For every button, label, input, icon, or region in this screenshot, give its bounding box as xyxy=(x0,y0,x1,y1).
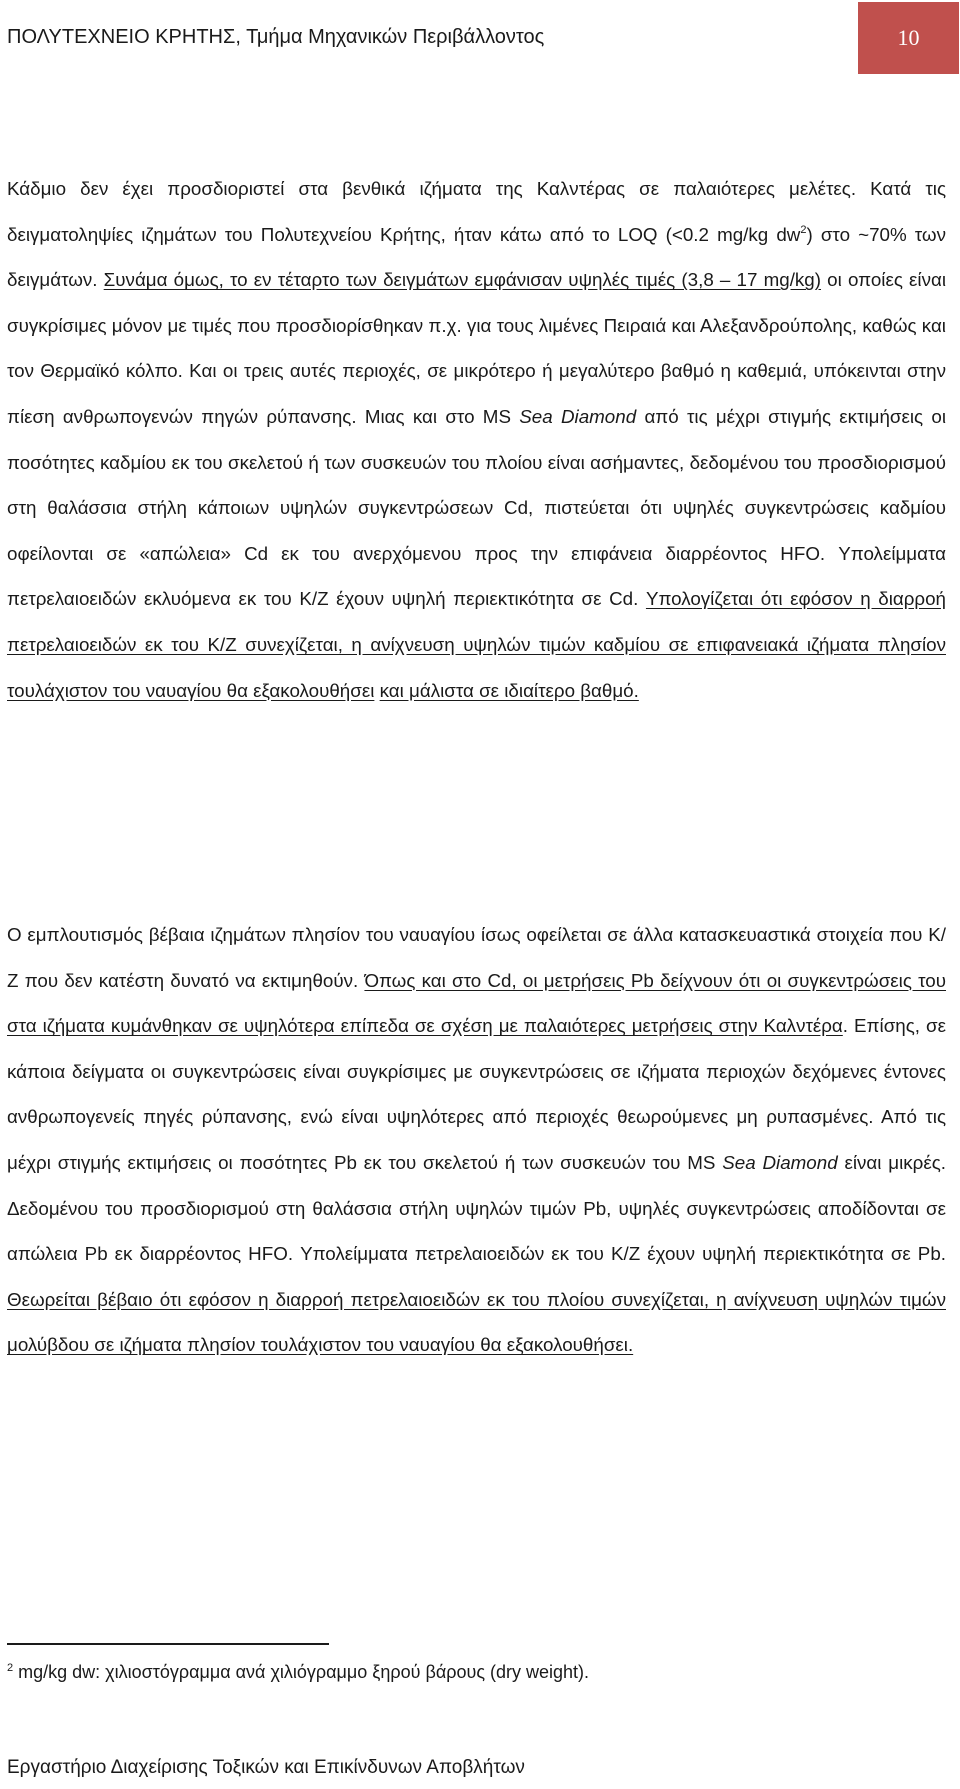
footnote xyxy=(7,1662,589,1683)
page-number-box xyxy=(858,2,959,74)
italic-ship-name: Sea Diamond xyxy=(519,405,637,427)
underlined-text-run: Υπολογίζεται ότι εφόσον η διαρροή πετρελαιοειδών εκ του Κ/Ζ συνεχίζεται, η ανίχνευση υψηλών τιμών καδμίου σε επιφανειακά ιζήματα πλησίον τουλάχιστον του ναυαγίου θα εξακολουθήσει xyxy=(7,588,946,701)
footnote-separator xyxy=(7,1643,329,1645)
body-paragraph-lead xyxy=(7,912,946,1368)
text-run: οι οποίες είναι συγκρίσιμες μόνον με τιμές που προσδιορίσθηκαν π.χ. για τους λιμένες Πειραιά και Αλεξανδρούπολης, καθώς και τον Θερμαϊκό κόλπο. Και οι τρεις αυτές περιοχές, σε μικρότερο ή μεγαλύτερο βαθμό η καθεμιά, υπόκεινται στην πίεση ανθρωπογενών πηγών ρύπανσης. Μιας και στο MS xyxy=(7,269,946,427)
underlined-text-run: Θεωρείται βέβαιο ότι εφόσον η διαρροή πετρελαιοειδών εκ του πλοίου συνεχίζεται, η ανίχνευση υψηλών τιμών μολύβδου σε ιζήματα πλησίον τουλάχιστον του ναυαγίου θα εξακολουθήσει. xyxy=(7,1288,946,1356)
text-run: . Επίσης, σε κάποια δείγματα οι συγκεντρώσεις είναι συγκρίσιμες με συγκεντρώσεις σε ιζήματα περιοχών δεχόμενες έντονες ανθρωπογενείς πηγές ρύπανσης, ενώ είναι υψηλότερες από περιοχές θεωρούμενες μη ρυπασμένες. Από τις μέχρι στιγμής εκτιμήσεις οι ποσότητες Pb εκ του σκελετού ή των συσκευών του MS xyxy=(7,1015,946,1173)
underlined-text-run: Συνάμα όμως, το εν τέταρτο των δειγμάτων εμφάνισαν υψηλές τιμές (3,8 – 17 mg/kg) xyxy=(103,269,821,291)
text-run: είναι μικρές. Δεδομένου του προσδιορισμού στη θαλάσσια στήλη υψηλών τιμών Pb, υψηλές συγκεντρώσεις αποδίδονται σε απώλεια Pb εκ διαρρέοντος HFO. Υπολείμματα πετρελαιοειδών εκ του Κ/Ζ έχουν υψηλή περιεκτικότητα σε Pb. xyxy=(7,1151,946,1265)
footnote-marker: 2 xyxy=(7,1662,14,1674)
footnote-text: mg/kg dw: χιλιοστόγραμμα ανά χιλιόγραμμο ξηρού βάρους (dry weight). xyxy=(13,1662,590,1682)
underlined-text-run: Όπως και στο Cd, οι μετρήσεις Pb δείχνουν ότι οι συγκεντρώσεις του στα ιζήματα κυμάνθηκαν σε υψηλότερα επίπεδα σε σχέση με παλαιότερες μετρήσεις στην Καλντέρα xyxy=(7,969,946,1037)
text-run: Κάδμιο δεν έχει προσδιοριστεί στα βενθικά ιζήματα της Καλντέρας σε παλαιότερες μελέτες. Κατά τις δειγματοληψίες ιζημάτων του Πολυτεχνείου Κρήτης, ήταν κάτω από το LOQ (<0.2 mg/kg dw xyxy=(7,178,946,245)
italic-ship-name: Sea Diamond xyxy=(722,1151,838,1173)
text-run: ) στο ~70% των δειγμάτων. xyxy=(7,223,946,291)
page-footer: Εργαστήριο Διαχείρισης Τοξικών και Επικίνδυνων Αποβλήτων xyxy=(7,1757,525,1778)
header-title: ΠΟΛΥΤΕΧΝΕΙΟ ΚΡΗΤΗΣ, Τμήμα Μηχανικών Περιβάλλοντος xyxy=(7,26,545,48)
footnote-reference: 2 xyxy=(800,223,807,236)
text-run: από τις μέχρι στιγμής εκτιμήσεις οι ποσότητες καδμίου εκ του σκελετού ή των συσκευών του πλοίου είναι ασήμαντες, δεδομένου του προσδιορισμού στη θαλάσσια στήλη κάποιων υψηλών συγκεντρώσεων Cd, πιστεύεται ότι υψηλές συγκεντρώσεις καδμίου οφείλονται σε «απώλεια» Cd εκ του ανερχόμενου προς την επιφάνεια διαρρέοντος HFO. Υπολείμματα πετρελαιοειδών εκλυόμενα εκ του Κ/Ζ έχουν υψηλή περιεκτικότητα σε Cd. xyxy=(7,405,946,610)
text-run: Ο εμπλουτισμός βέβαια ιζημάτων πλησίον του ναυαγίου ίσως οφείλεται σε άλλα κατασκευαστικά στοιχεία που Κ/Ζ που δεν κατέστη δυνατό να εκτιμηθούν. xyxy=(7,924,946,991)
underlined-text-run: και μάλιστα σε ιδιαίτερο βαθμό. xyxy=(379,679,639,701)
body-paragraph-cadmium xyxy=(7,166,946,713)
page-header xyxy=(0,0,960,80)
page-number: 10 xyxy=(897,25,920,50)
